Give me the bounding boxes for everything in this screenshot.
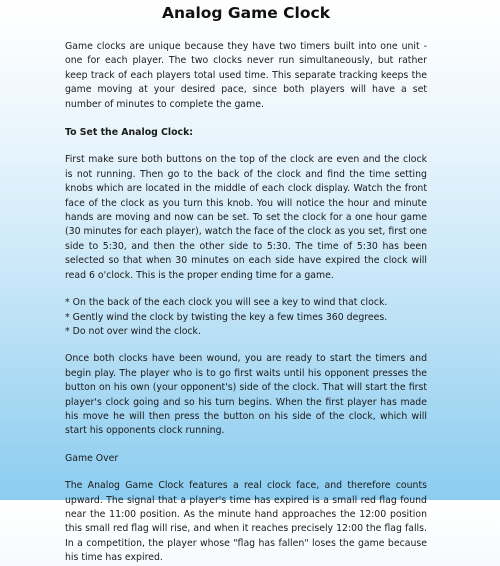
list-item: * Gently wind the clock by twisting the key a few times 360 degrees. bbox=[65, 311, 388, 323]
winding-list bbox=[65, 296, 427, 339]
set-clock-heading: To Set the Analog Clock: bbox=[65, 127, 194, 139]
game-over-paragraph: The Analog Game Clock features a real clock face, and therefore counts upward. The signal that a player's time has expired is a small red flag found near the 11:00 position. As the minute hand approaches the 12:00 position this small red flag will rise, and when it reaches precisely 12:00 the flag falls. In a competition, the player whose "flag has fallen" loses the game because his time has expired. bbox=[65, 480, 427, 564]
page-title: Analog Game Clock bbox=[161, 4, 331, 22]
document-page bbox=[65, 0, 427, 566]
intro-paragraph: Game clocks are unique because they have two timers built into one unit - one for each player. The two clocks never run simultaneously, but rather keep track of each players total used time. This separate tracking keeps the game moving at your desired pace, since both players will have a set number of minutes to complete the game. bbox=[65, 41, 427, 110]
list-item: * Do not over wind the clock. bbox=[65, 325, 201, 337]
set-clock-paragraph: First make sure both buttons on the top of the clock are even and the clock is not running. Then go to the back of the clock and find the time setting knobs which are located in the middle of each clock display. Watch the front face of the clock as you turn this knob. You will notice the hour and minute hands are moving and now can be set. To set the clock for a one hour game (30 minutes for each player), watch the face of the clock as you set, first one side to 5:30, and then the other side to 5:30. The time of 5:30 has been selected so that when 30 minutes on each side have expired the clock will read 6 o'clock. This is the proper ending time for a game. bbox=[65, 154, 427, 281]
list-item: * On the back of the each clock you will see a key to wind that clock. bbox=[65, 297, 388, 309]
game-over-heading: Game Over bbox=[65, 452, 119, 464]
start-play-paragraph: Once both clocks have been wound, you are ready to start the timers and begin play. The player who is to go first waits until his opponent presses the button on his own (your opponent's) side of the clock. That will start the first player's clock going and so his turn begins. When the first player has made his move he will then press the button on his side of the clock, which will start his opponents clock running. bbox=[65, 353, 427, 437]
